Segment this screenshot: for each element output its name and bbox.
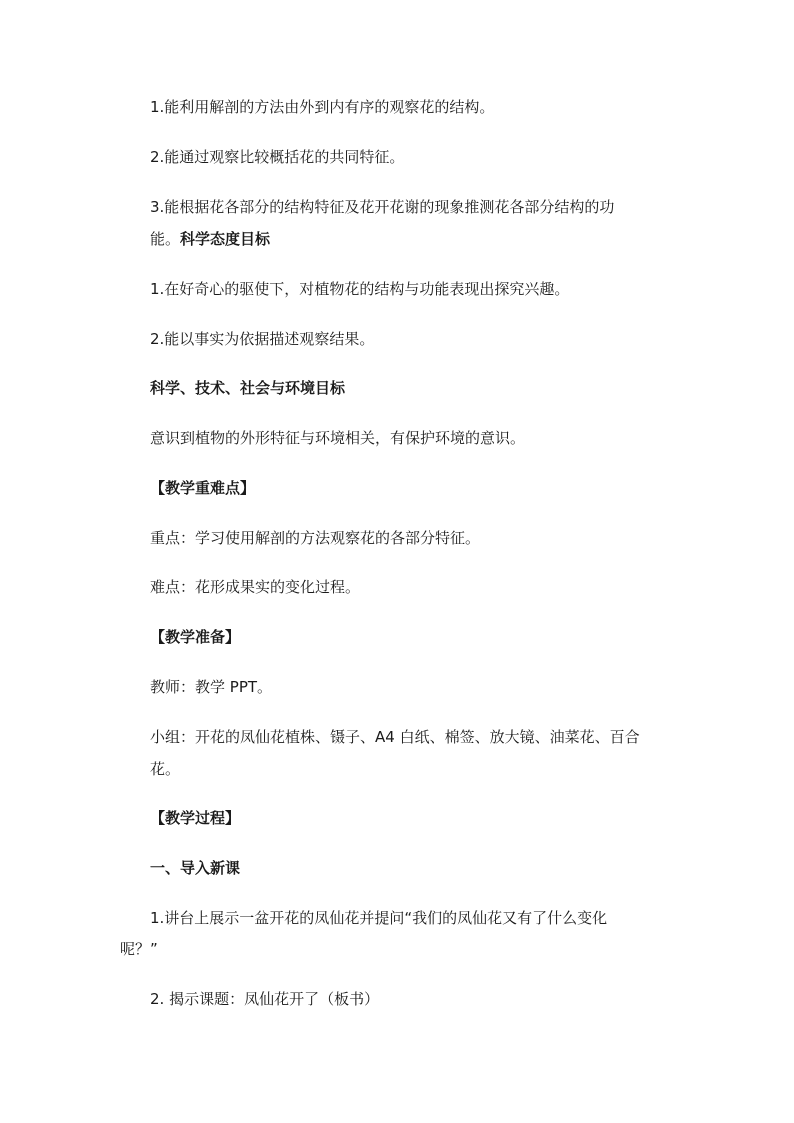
ability-item-3-line-2-text: 能。	[150, 230, 181, 248]
process-step-1-line-2: 呢？”	[120, 940, 158, 958]
process-section-1: 一、导入新课	[150, 859, 241, 877]
preparation-teacher: 教师：教学 PPT。	[150, 678, 273, 696]
attitude-heading: 科学态度目标	[180, 230, 271, 248]
preparation-group-line-1: 小组：开花的凤仙花植株、镊子、A4 白纸、棉签、放大镜、油菜花、百合	[150, 728, 640, 746]
ability-item-3-line-1: 3.能根据花各部分的结构特征及花开花谢的现象推测花各部分结构的功	[150, 198, 615, 216]
sts-heading: 科学、技术、社会与环境目标	[150, 379, 346, 397]
attitude-item-1: 1.在好奇心的驱使下，对植物花的结构与功能表现出探究兴趣。	[150, 280, 570, 298]
difficult-point: 难点：花形成果实的变化过程。	[150, 578, 361, 596]
process-heading: 【教学过程】	[150, 809, 241, 827]
ability-item-1: 1.能利用解剖的方法由外到内有序的观察花的结构。	[150, 98, 495, 116]
ability-item-2: 2.能通过观察比较概括花的共同特征。	[150, 148, 405, 166]
preparation-group-line-2: 花。	[150, 760, 181, 778]
process-step-2: 2. 揭示课题：凤仙花开了（板书）	[150, 990, 380, 1008]
key-points-heading: 【教学重难点】	[150, 479, 256, 497]
process-step-1-line-1: 1.讲台上展示一盆开花的凤仙花并提问“我们的凤仙花又有了什么变化	[150, 909, 608, 927]
attitude-item-2: 2.能以事实为依据描述观察结果。	[150, 330, 375, 348]
preparation-heading: 【教学准备】	[150, 628, 241, 646]
key-point: 重点：学习使用解剖的方法观察花的各部分特征。	[150, 529, 481, 547]
sts-text: 意识到植物的外形特征与环境相关，有保护环境的意识。	[150, 429, 526, 447]
ability-item-3-line-2	[150, 229, 680, 249]
